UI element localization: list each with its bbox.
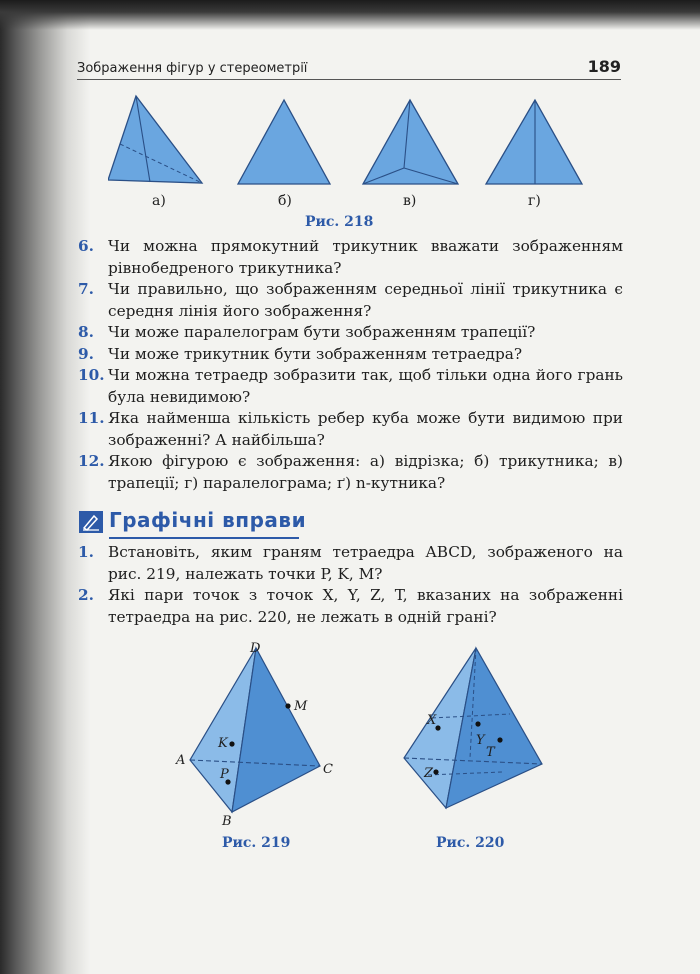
page-number: 189: [587, 57, 621, 76]
triangle-b: [238, 100, 330, 184]
question-number: 10.: [78, 366, 105, 384]
question-item: [78, 451, 623, 494]
question-text: Якою фігурою є зображення: а) відрізка; б) трикутника; в) трапеції; г) паралелограма; ґ) n-кутника?: [108, 452, 623, 492]
label-p: P: [220, 767, 229, 782]
question-item: [78, 408, 623, 451]
label-z: Z: [424, 766, 434, 781]
label-y: Y: [476, 733, 485, 748]
point-k: [229, 741, 234, 746]
label-b-vertex: B: [222, 814, 232, 829]
exercise-item: [78, 585, 623, 628]
label-a-vertex: A: [176, 753, 186, 768]
triangle-v: [363, 100, 458, 184]
header-rule: [77, 79, 621, 80]
label-d: D: [250, 641, 261, 656]
label-m: M: [294, 699, 308, 714]
point-y: [475, 721, 480, 726]
section-heading: [79, 508, 339, 540]
exercise-item: [78, 542, 623, 585]
section-title: Графічні вправи: [109, 508, 307, 532]
label-k: K: [218, 736, 228, 751]
exercise-text: Встановіть, яким граням тетраедра ABCD, зображеного на рис. 219, належать точки P, K, M?: [108, 543, 623, 583]
triangle-g: [486, 100, 582, 184]
question-number: 11.: [78, 409, 105, 427]
pencil-icon: [79, 511, 103, 533]
figure-220-caption: Рис. 220: [436, 835, 505, 851]
question-list: [78, 236, 623, 494]
point-t: [497, 737, 502, 742]
question-number: 7.: [78, 280, 94, 298]
figure-218-caption: Рис. 218: [305, 214, 374, 230]
figure-220: [392, 640, 552, 830]
question-item: [78, 365, 623, 408]
running-title: Зображення фігур у стереометрії: [77, 61, 308, 76]
question-item: [78, 236, 623, 279]
label-c: C: [323, 762, 333, 777]
exercise-number: 2.: [78, 586, 94, 604]
label-a: а): [152, 193, 166, 209]
exercise-list: [78, 542, 623, 628]
page-header: [77, 59, 621, 81]
label-b: б): [278, 193, 292, 209]
triangle-a: [108, 96, 202, 183]
label-g: г): [528, 193, 541, 209]
question-text: Чи можна тетраедр зобразити так, щоб тільки одна його грань була невидимою?: [108, 366, 623, 406]
point-z: [433, 769, 438, 774]
question-number: 12.: [78, 452, 105, 470]
point-m: [285, 703, 290, 708]
question-item: [78, 322, 623, 344]
figure-219: [170, 640, 350, 830]
page-top-shadow: [0, 0, 700, 30]
question-text: Чи можна прямокутний трикутник вважати зображенням рівнобедреного трикутника?: [108, 237, 623, 277]
label-v: в): [403, 193, 417, 209]
label-x: X: [427, 713, 437, 728]
page-binding-shadow: [0, 0, 90, 974]
question-number: 9.: [78, 344, 94, 363]
exercise-number: 1.: [78, 543, 94, 561]
label-t: T: [486, 745, 495, 760]
question-text: Чи може паралелограм бути зображенням трапеції?: [108, 323, 536, 341]
question-number: 6.: [78, 237, 94, 255]
figure-219-caption: Рис. 219: [222, 835, 291, 851]
question-text: Чи правильно, що зображенням середньої лінії трикутника є середня лінія його зображення?: [108, 280, 623, 320]
question-number: 8.: [78, 323, 94, 341]
question-item: [78, 279, 623, 322]
section-underline: [109, 537, 299, 539]
exercise-text: Які пари точок з точок X, Y, Z, T, вказаних на зображенні тетраедра на рис. 220, не лежать в одній грані?: [108, 586, 623, 626]
question-item: [78, 344, 623, 366]
question-text: Чи може трикутник бути зображенням тетраедра?: [108, 344, 523, 363]
question-text: Яка найменша кількість ребер куба може бути видимою при зображенні? А найбільша?: [108, 409, 623, 449]
